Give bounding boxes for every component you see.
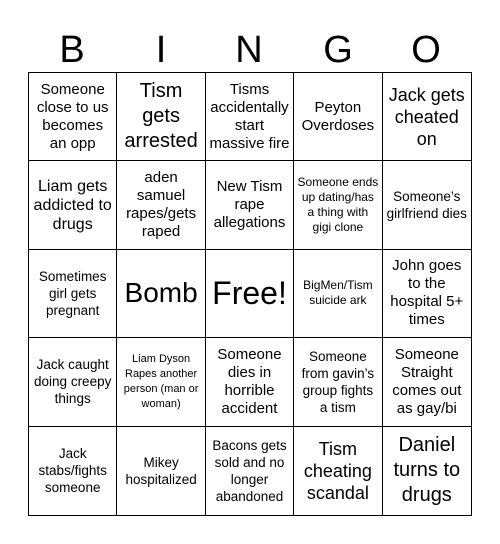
cell-text: Someone dies in horrible accident (217, 345, 282, 417)
cell-text: John goes to the hospital 5+ times (390, 257, 464, 329)
bingo-cell-r3c1[interactable] (29, 250, 117, 338)
bingo-cell-r4c2[interactable] (117, 338, 205, 426)
bingo-header (28, 28, 472, 72)
cell-text: Someone Straight comes out as gay/bi (392, 345, 462, 417)
bingo-cell-r4c3[interactable] (206, 338, 294, 426)
bingo-cell-r2c1[interactable] (29, 161, 117, 249)
bingo-cell-r2c3[interactable] (206, 161, 294, 249)
cell-text: Someone ends up dating/has a thing with gigi clone (297, 175, 379, 235)
cell-text: Sometimes girl gets pregnant (38, 268, 107, 318)
bingo-cell-r5c2[interactable] (117, 427, 205, 515)
cell-text: BigMen/Tism suicide ark (303, 278, 373, 308)
bingo-cell-r2c2[interactable] (117, 161, 205, 249)
cell-text: Tism cheating scandal (303, 438, 372, 503)
cell-text: aden samuel rapes/gets raped (126, 169, 197, 241)
bingo-cell-r5c1[interactable] (29, 427, 117, 515)
cell-text: Jack caught doing creepy things (34, 357, 112, 407)
header-letter-n: N (235, 29, 263, 71)
bingo-card-grid (28, 72, 472, 516)
bingo-cell-r5c3[interactable] (206, 427, 294, 515)
free-space-text: Free! (212, 275, 287, 312)
bingo-cell-r1c1[interactable] (29, 73, 117, 161)
header-letter-o: O (411, 29, 441, 71)
header-letter-b: B (59, 29, 85, 71)
header-letter-g: G (323, 29, 353, 71)
bingo-cell-r4c1[interactable] (29, 338, 117, 426)
bingo-cell-r1c3[interactable] (206, 73, 294, 161)
cell-text: Someone’s girlfriend dies (386, 189, 467, 222)
cell-text: Bomb (124, 277, 198, 309)
bingo-cell-r5c5[interactable] (383, 427, 471, 515)
bingo-cell-r3c5[interactable] (383, 250, 471, 338)
header-letter-i: I (155, 29, 167, 71)
bingo-cell-r3c2[interactable] (117, 250, 205, 338)
bingo-cell-r1c4[interactable] (294, 73, 382, 161)
cell-text: Liam Dyson Rapes another person (man or woman) (123, 352, 199, 410)
cell-text: Someone from gavin’s group fights a tism (301, 348, 375, 415)
cell-text: Peyton Overdoses (301, 98, 375, 134)
cell-text: Tism gets arrested (124, 80, 198, 153)
cell-text: Jack stabs/fights someone (38, 446, 107, 496)
cell-text: Tisms accidentally start massive fire (209, 80, 290, 152)
bingo-cell-r5c4[interactable] (294, 427, 382, 515)
cell-text: Bacons gets sold and no longer abandoned (212, 437, 287, 504)
bingo-cell-r3c3[interactable] (206, 250, 294, 338)
bingo-cell-r1c2[interactable] (117, 73, 205, 161)
bingo-cell-r1c5[interactable] (383, 73, 471, 161)
cell-text: Daniel turns to drugs (393, 434, 461, 507)
cell-text: New Tism rape allegations (213, 178, 286, 232)
cell-text: Jack gets cheated on (388, 84, 465, 149)
bingo-cell-r4c4[interactable] (294, 338, 382, 426)
cell-text: Mikey hospitalized (125, 454, 197, 487)
cell-text: Liam gets addicted to drugs (33, 177, 112, 233)
bingo-cell-r4c5[interactable] (383, 338, 471, 426)
bingo-cell-r2c4[interactable] (294, 161, 382, 249)
cell-text: Someone close to us becomes an opp (36, 80, 109, 152)
bingo-cell-r2c5[interactable] (383, 161, 471, 249)
bingo-cell-r3c4[interactable] (294, 250, 382, 338)
